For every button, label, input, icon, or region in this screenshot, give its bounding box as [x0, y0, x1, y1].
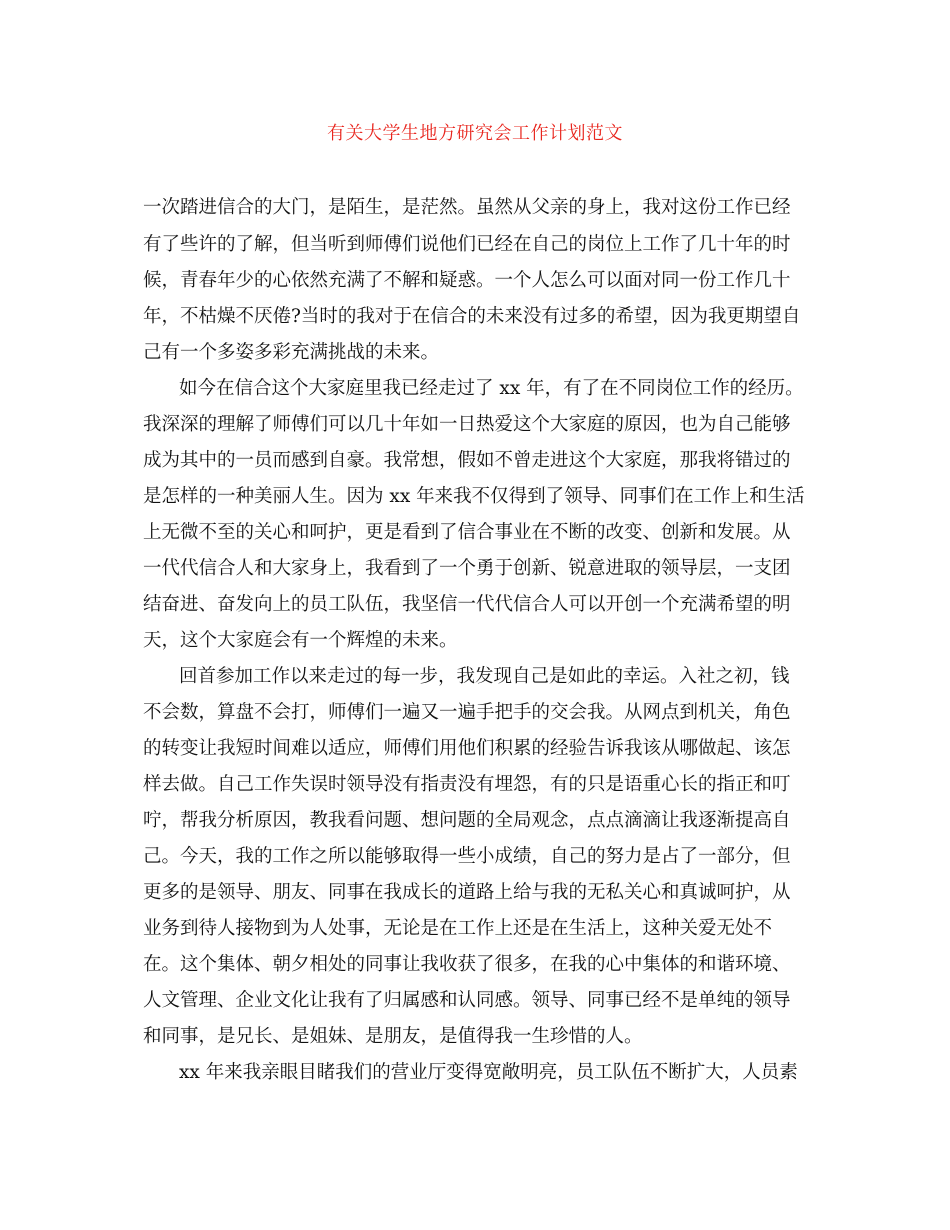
body-line: 是怎样的一种美丽人生。因为 xx 年来我不仅得到了领导、同事们在工作上和生活: [143, 486, 805, 507]
body-line: 回首参加工作以来走过的每一步，我发现自己是如此的幸运。入社之初，钱: [179, 666, 790, 687]
body-line: 己有一个多姿多彩充满挑战的未来。: [143, 342, 440, 363]
body-line: 结奋进、奋发向上的员工队伍，我坚信一代代信合人可以开创一个充满希望的明: [143, 594, 791, 615]
body-line: 天，这个大家庭会有一个辉煌的未来。: [143, 630, 458, 651]
body-line: 一代代信合人和大家身上，我看到了一个勇于创新、锐意进取的领导层，一支团: [143, 558, 791, 579]
body-line: 样去做。自己工作失误时领导没有指责没有埋怨，有的只是语重心长的指正和叮: [143, 774, 791, 795]
body-line: 咛，帮我分析原因，教我看问题、想问题的全局观念，点点滴滴让我逐渐提高自: [143, 810, 791, 831]
body-line: 如今在信合这个大家庭里我已经走过了 xx 年，有了在不同岗位工作的经历。: [179, 378, 804, 399]
body-line: 的转变让我短时间难以适应，师傅们用他们积累的经验告诉我该从哪做起、该怎: [143, 738, 791, 759]
body-line: 和同事，是兄长、是姐妹、是朋友，是值得我一生珍惜的人。: [143, 1026, 643, 1047]
body-line: 有了些许的了解，但当听到师傅们说他们已经在自己的岗位上工作了几十年的时: [143, 234, 791, 255]
body-line: 一次踏进信合的大门，是陌生，是茫然。虽然从父亲的身上，我对这份工作已经: [143, 197, 791, 218]
body-line: 业务到待人接物到为人处事，无论是在工作上还是在生活上，这种关爱无处不: [143, 918, 773, 939]
body-line: 候，青春年少的心依然充满了不解和疑惑。一个人怎么可以面对同一份工作几十: [143, 270, 791, 291]
document-title: 有关大学生地方研究会工作计划范文: [327, 123, 623, 144]
body-line: 上无微不至的关心和呵护，更是看到了信合事业在不断的改变、创新和发展。从: [143, 522, 791, 543]
body-line: 己。今天，我的工作之所以能够取得一些小成绩，自己的努力是占了一部分，但: [143, 846, 791, 867]
body-line: 我深深的理解了师傅们可以几十年如一日热爱这个大家庭的原因，也为自己能够: [143, 414, 791, 435]
body-line: 成为其中的一员而感到自豪。我常想，假如不曾走进这个大家庭，那我将错过的: [143, 450, 791, 471]
body-line: xx 年来我亲眼目睹我们的营业厅变得宽敞明亮，员工队伍不断扩大，人员素: [179, 1062, 798, 1083]
body-line: 年，不枯燥不厌倦?当时的我对于在信合的未来没有过多的希望，因为我更期望自: [143, 306, 801, 327]
body-line: 不会数，算盘不会打，师傅们一遍又一遍手把手的交会我。从网点到机关，角色: [143, 702, 791, 723]
body-line: 人文管理、企业文化让我有了归属感和认同感。领导、同事已经不是单纯的领导: [143, 990, 791, 1011]
body-line: 在。这个集体、朝夕相处的同事让我收获了很多，在我的心中集体的和谐环境、: [143, 954, 791, 975]
body-line: 更多的是领导、朋友、同事在我成长的道路上给与我的无私关心和真诚呵护，从: [143, 882, 791, 903]
